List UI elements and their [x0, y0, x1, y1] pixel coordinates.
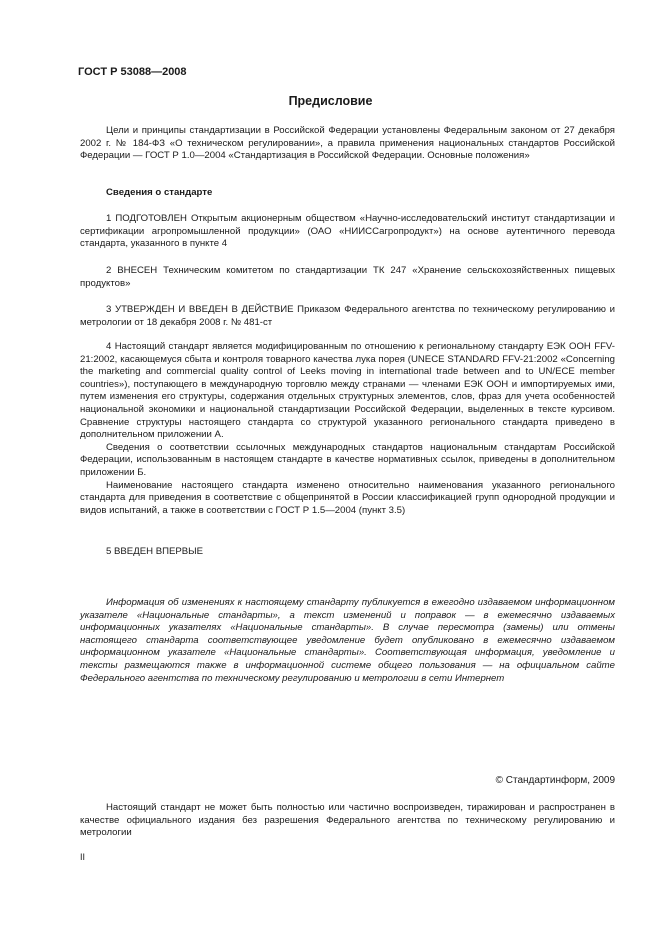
- document-code: ГОСТ Р 53088—2008: [78, 66, 187, 78]
- item-4-paragraph-1: 4 Настоящий стандарт является модифицированным по отношению к региональному стандарту ЕЭК ООН FFV-21:2002, касающемуся сбыта и контроля товарного качества лука порея (UNECE STANDARD FFV-21:2002 «Concerning the marketing and commercial quality control of Leeks moving in international trade between and to UN/ECE member countries»), поступающего в международную торговлю между странами — членами ЕЭК ООН и импортируемых ими, путем изменения его структуры, содержания отдельных структурных элементов, слов, фраз для учета особенностей национальной экономики и национальной стандартизации Российской Федерации, выделенных в тексте курсивом. Сравнение структуры настоящего стандарта со структурой указанного регионального стандарта приведено в дополнительном приложении А.: [80, 341, 615, 441]
- reproduction-notice: Настоящий стандарт не может быть полностью или частично воспроизведен, тиражирован и распространен в качестве официального издания без разрешения Федерального агентства по техническому регулированию и метрологии: [80, 802, 615, 839]
- intro-paragraph: Цели и принципы стандартизации в Российской Федерации установлены Федеральным законом от 27 декабря 2002 г. № 184-ФЗ «О техническом регулировании», а правила применения национальных стандартов Российской Федерации — ГОСТ Р 1.0—2004 «Стандартизация в Российской Федерации. Основные положения»: [80, 125, 615, 162]
- item-1-paragraph: 1 ПОДГОТОВЛЕН Открытым акционерным обществом «Научно-исследовательский институт стандартизации и сертификации агропромышленной продукции» (ОАО «НИИССагропродукт») на основе аутентичного перевода стандарта, указанного в пункте 4: [80, 213, 615, 250]
- item-3-paragraph: 3 УТВЕРЖДЕН И ВВЕДЕН В ДЕЙСТВИЕ Приказом Федерального агентства по техническому регулированию и метрологии от 18 декабря 2008 г. № 481-ст: [80, 304, 615, 328]
- page-title: Предисловие: [288, 94, 373, 108]
- item-4-section: [80, 341, 615, 517]
- item-5-paragraph: 5 ВВЕДЕН ВПЕРВЫЕ: [106, 546, 204, 557]
- copyright-notice: © Стандартинформ, 2009: [495, 775, 615, 786]
- page-number: II: [80, 852, 86, 862]
- item-2-paragraph: 2 ВНЕСЕН Техническим комитетом по стандартизации ТК 247 «Хранение сельскохозяйственных пищевых продуктов»: [80, 265, 615, 289]
- item-4-paragraph-3: Наименование настоящего стандарта изменено относительно наименования указанного регионального стандарта для приведения в соответствие с общепринятой в России классификацией групп однородной продукции и видов испытаний, а также в соответствии с ГОСТ Р 1.5—2004 (пункт 3.5): [80, 479, 615, 516]
- item-4-paragraph-2: Сведения о соответствии ссылочных международных стандартов национальным стандартам Российской Федерации, использованным в настоящем стандарте в качестве нормативных ссылок, приведены в дополнительном приложении Б.: [80, 441, 615, 478]
- changes-notice: Информация об изменениях к настоящему стандарту публикуется в ежегодно издаваемом информационном указателе «Национальные стандарты», а текст изменений и поправок — в ежемесячно издаваемых информационных указателях «Национальные стандарты». В случае пересмотра (замены) или отмены настоящего стандарта соответствующее уведомление будет опубликовано в ежемесячно издаваемом информационном указателе «Национальные стандарты». Соответствующая информация, уведомление и тексты размещаются также в информационной системе общего пользования — на официальном сайте Федерального агентства по техническому регулированию и метрологии в сети Интернет: [80, 597, 615, 684]
- info-heading: Сведения о стандарте: [106, 187, 213, 198]
